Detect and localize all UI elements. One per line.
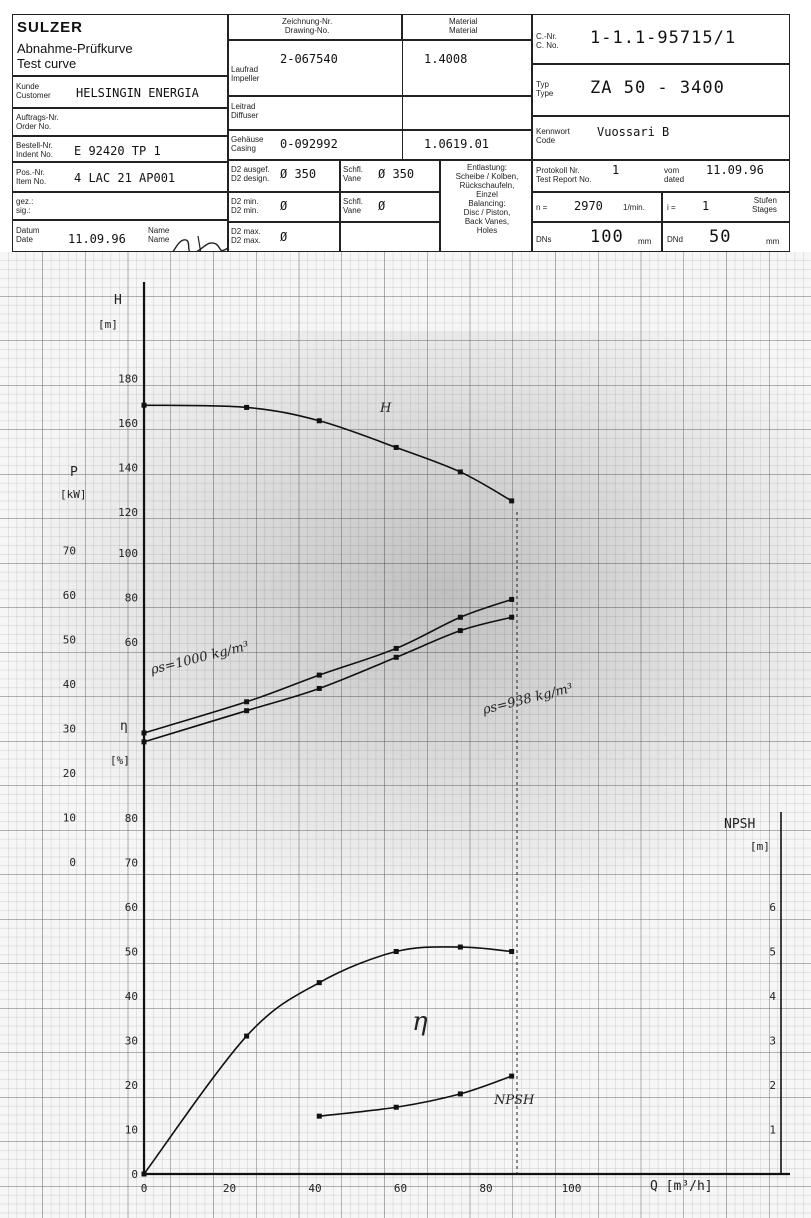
eta-lower-tick-label: 10: [124, 1123, 138, 1137]
item-value: 4 LAC 21 AP001: [74, 171, 176, 185]
material-label: Material Material: [449, 17, 478, 35]
indent-label: Bestell-Nr. Indent No.: [16, 141, 53, 159]
x-axis-label: Q [m³/h]: [650, 1179, 713, 1194]
data-point: [458, 469, 463, 474]
report-label: Protokoll Nr. Test Report No.: [536, 166, 592, 184]
npsh-axis-symbol: NPSH: [724, 817, 756, 832]
h-tick-label: 180: [118, 372, 138, 386]
data-point: [394, 949, 399, 954]
h-tick-label: 120: [118, 506, 138, 519]
eta-lower-tick-label: 50: [124, 945, 138, 959]
d2-min-label: D2 min. D2 min.: [231, 197, 259, 215]
cno-label: C.-Nr. C. No.: [536, 32, 559, 50]
npsh-tick-label: 2: [769, 1079, 776, 1092]
data-point: [142, 730, 147, 735]
eta-upper-tick-label: 60: [124, 636, 138, 649]
dnd-label: DNd: [667, 235, 684, 244]
impeller-material-value: 1.4008: [424, 52, 468, 66]
rpm-label: 1/min.: [623, 203, 645, 212]
p-tick-label: 20: [62, 767, 76, 780]
x-tick-label: 40: [308, 1182, 322, 1195]
data-point: [244, 699, 249, 704]
data-point: [394, 655, 399, 660]
dnd-value: 50: [709, 227, 732, 247]
data-point: [142, 403, 147, 408]
npsh-tick-label: 1: [769, 1123, 776, 1137]
stages-label: Stufen Stages: [752, 196, 777, 214]
data-point: [509, 1074, 514, 1079]
type-label: Typ Type: [536, 80, 554, 98]
eta-lower-tick-label: 0: [131, 1168, 138, 1181]
sig-cell: [12, 192, 228, 220]
npsh-tick-label: 6: [769, 901, 776, 914]
x-tick-label: 20: [222, 1182, 237, 1195]
data-point: [509, 498, 514, 503]
h-curve-label: H: [380, 401, 392, 416]
h-tick-label: 160: [118, 417, 138, 430]
p-tick-label: 70: [62, 544, 76, 558]
casing-drawing-value: 0-092992: [280, 137, 338, 151]
data-point: [509, 615, 514, 620]
npsh-tick-label: 5: [769, 945, 776, 959]
p-axis-unit: [kW]: [60, 488, 87, 501]
impeller-drawing-value: 2-067540: [280, 52, 338, 66]
vane2-value: Ø: [378, 199, 386, 213]
data-point: [244, 1034, 249, 1039]
data-point: [458, 945, 463, 950]
x-tick-label: 60: [393, 1182, 408, 1195]
data-point: [509, 597, 514, 602]
d2-min-value: Ø: [280, 199, 288, 213]
d2-design-value: Ø 350: [280, 167, 317, 181]
p-tick-label: 30: [62, 722, 76, 736]
order-label: Auftrags-Nr. Order No.: [16, 113, 59, 131]
brand-logo: SULZER: [17, 19, 83, 36]
test-header-block: [12, 14, 790, 252]
x-tick-label: 0: [140, 1182, 148, 1195]
d2-max-label: D2 max. D2 max.: [231, 227, 261, 245]
code-label: Kennwort Code: [536, 127, 570, 145]
eta-upper-tick-label: 80: [124, 591, 138, 605]
cno-value: 1-1.1-95715/1: [590, 28, 737, 48]
p-tick-label: 50: [62, 633, 76, 647]
npsh-tick-label: 3: [769, 1034, 776, 1048]
impeller-label: Laufrad Impeller: [231, 65, 260, 83]
data-point: [458, 615, 463, 620]
grid-paper: [0, 252, 811, 1218]
data-point: [458, 628, 463, 633]
customer-label: Kunde Customer: [16, 82, 51, 100]
d2-max-value: Ø: [280, 230, 288, 244]
npsh-axis-unit: [m]: [750, 840, 770, 853]
i-value: 1: [702, 199, 710, 213]
data-point: [317, 980, 322, 985]
data-point: [394, 1105, 399, 1110]
data-point: [317, 418, 322, 423]
data-point: [142, 1172, 147, 1177]
dnd-mm-label: mm: [766, 237, 780, 246]
dns-mm-label: mm: [638, 237, 652, 246]
report-value: 1: [612, 163, 620, 177]
date-label: Datum Date: [16, 226, 40, 244]
pump-test-chart: [0, 252, 811, 1218]
type-value: ZA 50 - 3400: [590, 78, 725, 98]
dated-value: 11.09.96: [706, 163, 764, 177]
eta-curve-label: η: [412, 1007, 428, 1037]
p-tick-label: 60: [62, 589, 76, 602]
eta-upper-tick-label: 100: [118, 547, 138, 560]
data-point: [244, 708, 249, 713]
x-tick-label: 80: [479, 1182, 493, 1195]
data-point: [458, 1091, 463, 1096]
npsh-curve-label: NPSH: [494, 1093, 535, 1108]
dated-label: vom dated: [664, 166, 685, 184]
data-point: [317, 673, 322, 678]
eta-lower-tick-label: 20: [124, 1079, 138, 1092]
dns-value: 100: [590, 227, 624, 247]
date-value: 11.09.96: [68, 232, 126, 246]
n-label: n =: [536, 203, 548, 212]
h-axis-symbol: H: [114, 293, 122, 308]
blank-cell: [340, 222, 440, 252]
i-label: i =: [667, 203, 676, 212]
balancing-label: Entlastung: Scheibe / Kolben, Rückschaufeln, Einzel Balancing: Disc / Piston, Back Vanes, Holes: [455, 163, 519, 235]
h-tick-label: 140: [118, 461, 138, 475]
p-tick-label: 0: [69, 856, 76, 869]
customer-value: HELSINGIN ENERGIA: [76, 86, 199, 100]
p1000-label: ρs=1000 kg/m³: [149, 639, 251, 678]
diffuser-row: [228, 96, 532, 130]
eta-lower-tick-label: 40: [124, 990, 138, 1003]
npsh-tick-label: 4: [769, 990, 776, 1003]
data-point: [244, 405, 249, 410]
indent-value: E 92420 TP 1: [74, 144, 161, 158]
data-point: [394, 445, 399, 450]
signed-label: gez.: sig.:: [16, 197, 34, 215]
eta-axis-symbol: η: [120, 719, 128, 734]
impeller-row: [228, 40, 532, 96]
title-de: Abnahme-Prüfkurve: [17, 41, 133, 56]
vane2-label: Schfl. Vane: [343, 197, 364, 215]
drawing-no-label: Zeichnung-Nr. Drawing-No.: [282, 17, 333, 35]
code-value: Vuossari B: [597, 125, 670, 139]
title-en: Test curve: [17, 56, 77, 71]
casing-material-value: 1.0619.01: [424, 137, 490, 151]
diffuser-label: Leitrad Diffuser: [231, 102, 259, 120]
data-point: [394, 646, 399, 651]
eta-lower-tick-label: 60: [124, 901, 138, 914]
p938-label: ρs=938 kg/m³: [481, 681, 575, 718]
eta-lower-tick-label: 30: [124, 1034, 138, 1048]
data-point: [142, 739, 147, 744]
eta-lower-tick-label: 70: [124, 856, 138, 870]
mat-divider: [402, 40, 403, 160]
vane1-label: Schfl. Vane: [343, 165, 364, 183]
data-point: [509, 949, 514, 954]
data-point: [317, 1114, 322, 1119]
name-label: Name Name: [148, 226, 170, 244]
x-tick-label: 100: [561, 1182, 582, 1195]
data-point: [317, 686, 322, 691]
h-axis-unit: [m]: [98, 318, 118, 331]
vane1-value: Ø 350: [378, 167, 415, 181]
dns-label: DNs: [536, 235, 552, 244]
p-axis-symbol: P: [70, 465, 78, 480]
d2-design-label: D2 ausgef. D2 design.: [231, 165, 270, 183]
casing-label: Gehäuse Casing: [231, 135, 264, 153]
p-tick-label: 40: [62, 678, 76, 691]
item-label: Pos.-Nr. Item No.: [16, 168, 47, 186]
eta-lower-tick-label: 80: [124, 812, 138, 825]
eta-axis-unit: [%]: [110, 754, 130, 767]
n-value: 2970: [574, 199, 603, 213]
p-tick-label: 10: [62, 811, 76, 825]
